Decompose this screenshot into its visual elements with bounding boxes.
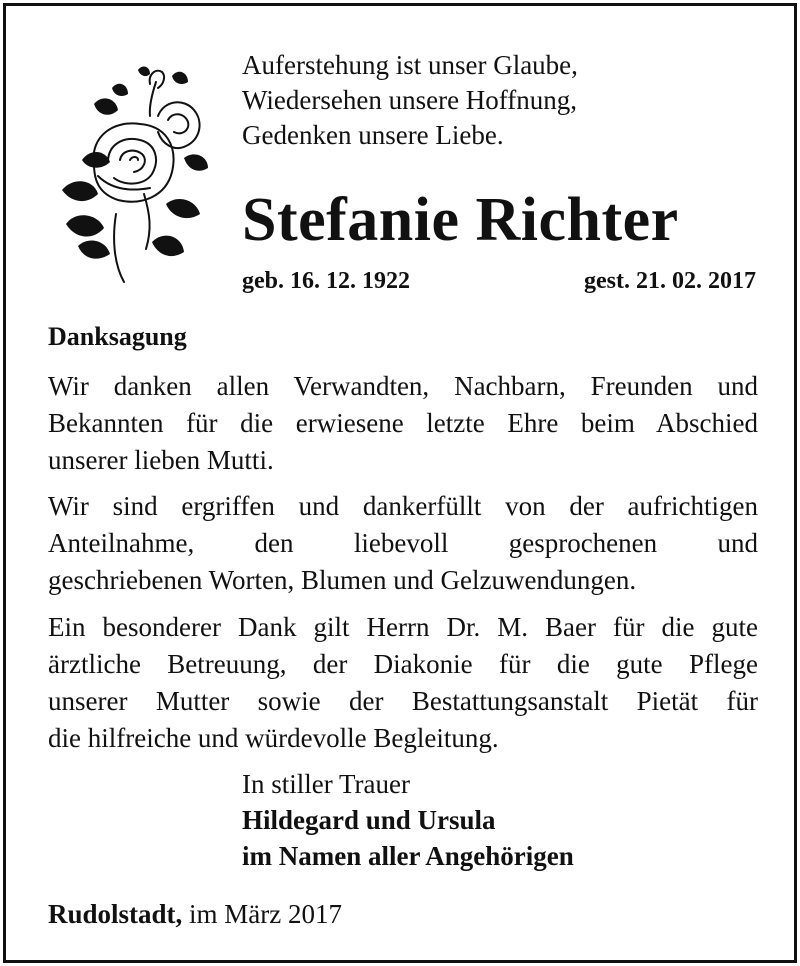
death-date: gest. 21. 02. 2017: [584, 268, 756, 294]
text-line: die hilfreiche und würdevolle Begleitung.: [48, 723, 499, 753]
section-heading: Danksagung: [48, 322, 187, 351]
obituary-notice: [6, 6, 794, 960]
motto-verse: [242, 48, 578, 153]
text-line: Anteilnahme, den liebevoll gesprochenen und: [48, 528, 758, 558]
thanks-paragraph-2: [48, 488, 758, 599]
motto-line: Auferstehung ist unser Glaube,: [242, 50, 578, 80]
text-line: Wir sind ergriffen und dankerfüllt von der aufrichtigen: [48, 491, 758, 521]
city: Rudolstadt,: [48, 899, 183, 929]
signoff: [242, 766, 574, 874]
text-line: Wir danken allen Verwandten, Nachbarn, Freunden und: [48, 371, 758, 401]
text-line: Ein besonderer Dank gilt Herrn Dr. M. Baer für die gute: [48, 612, 758, 642]
text-line: unserer Mutter sowie der Bestattungsanstalt Pietät für: [48, 686, 758, 716]
date: im März 2017: [182, 899, 343, 929]
thanks-paragraph-1: [48, 368, 758, 479]
text-line: geschriebenen Worten, Blumen und Gelzuwendungen.: [48, 565, 637, 595]
text-line: Bekannten für die erwiesene letzte Ehre beim Abschied: [48, 408, 758, 438]
deceased-name: Stefanie Richter: [242, 186, 679, 254]
text-line: unserer lieben Mutti.: [48, 445, 274, 475]
signoff-line: In stiller Trauer: [242, 769, 410, 799]
birth-date: geb. 16. 12. 1922: [242, 268, 410, 294]
rose-icon: [54, 64, 214, 286]
text-line: ärztliche Betreuung, der Diakonie für die gute Pflege: [48, 649, 758, 679]
mourners-names: Hildegard und Ursula: [242, 805, 496, 835]
thanks-paragraph-3: [48, 609, 758, 757]
place-date: [48, 896, 342, 932]
signoff-line: im Namen aller Angehörigen: [242, 841, 574, 871]
motto-line: Gedenken unsere Liebe.: [242, 120, 504, 150]
motto-line: Wiedersehen unsere Hoffnung,: [242, 85, 578, 115]
obituary-frame: [3, 3, 797, 963]
